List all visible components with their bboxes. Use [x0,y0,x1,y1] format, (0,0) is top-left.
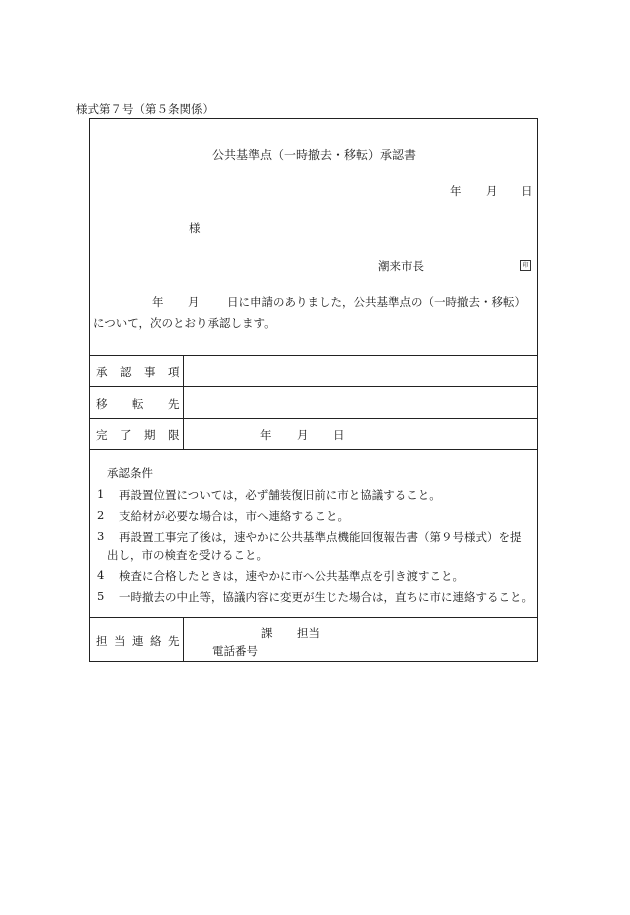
body-application-text: 日に申請のありました，公共基準点の（一時撤去・移転） [227,295,526,309]
conditions-heading: 承認条件 [107,466,153,480]
contact-section-suffix: 課 [261,626,273,640]
deadline-year: 年 [260,428,272,442]
contact-column-divider [183,617,184,662]
contact-person-label: 担当 [297,626,320,640]
deadline-month: 月 [297,428,309,442]
condition-num-3: 3 [97,529,105,543]
form-number: 様式第７号（第５条関係） [76,102,214,116]
deadline-day: 日 [333,428,345,442]
body-month: 月 [188,295,200,309]
condition-text-3: 再設置工事完了後は，速やかに公共基準点機能回復報告書（第９号様式）を提 [119,530,522,544]
condition-text-4: 検査に合格したときは，速やかに市へ公共基準点を引き渡すこと。 [119,569,464,583]
contact-phone-label: 電話番号 [212,644,258,658]
divider-row-2 [89,418,538,419]
divider-row-3 [89,449,538,450]
condition-text-1: 再設置位置については，必ず舗装復旧前に市と協議すること。 [119,488,441,502]
seal-mark: 印 [520,260,531,271]
condition-num-2: 2 [97,508,105,522]
body-approval-text: について，次のとおり承認します。 [93,316,276,330]
condition-text-3-continued: 出し，市の検査を受けること。 [107,548,268,562]
divider-row-1 [89,386,538,387]
condition-text-2: 支給材が必要な場合は，市へ連絡すること。 [119,509,349,523]
condition-num-1: 1 [97,487,105,501]
issuer-name: 潮来市長 [378,259,424,273]
condition-text-5: 一時撤去の中止等，協議内容に変更が生じた場合は，直ちに市に連絡すること。 [119,590,533,604]
body-year: 年 [152,295,164,309]
divider-header-bottom [89,355,538,356]
date-day: 日 [521,184,533,198]
divider-conditions-bottom [89,617,538,618]
label-column-divider [183,355,184,449]
condition-num-5: 5 [97,589,105,603]
date-year: 年 [450,184,462,198]
addressee-suffix: 様 [189,221,201,235]
condition-num-4: 4 [97,568,105,582]
date-month: 月 [486,184,498,198]
document-title: 公共基準点（一時撤去・移転）承認書 [212,148,417,162]
